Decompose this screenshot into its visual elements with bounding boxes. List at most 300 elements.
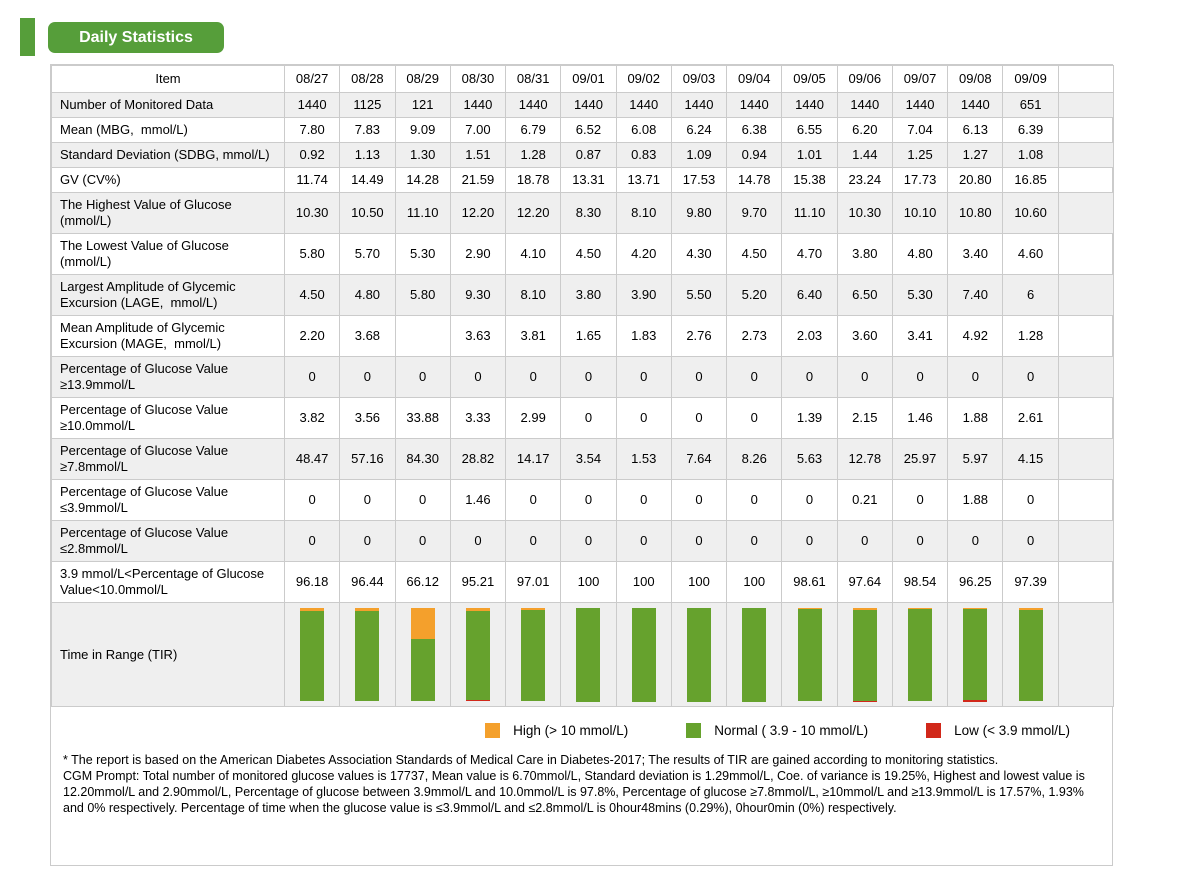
- tir-bar-cell: [782, 603, 837, 707]
- value-cell: 97.64: [837, 562, 892, 603]
- value-cell: 10.80: [948, 193, 1003, 234]
- value-cell: 3.80: [561, 275, 616, 316]
- value-cell: 1440: [782, 93, 837, 118]
- value-cell: 2.76: [671, 316, 726, 357]
- value-cell: 0: [506, 480, 561, 521]
- tir-stacked-bar: [521, 608, 545, 702]
- value-cell: 0.83: [616, 143, 671, 168]
- tir-bar-cell: [561, 603, 616, 707]
- value-cell: 100: [561, 562, 616, 603]
- value-cell: 11.74: [285, 168, 340, 193]
- value-cell: 18.78: [506, 168, 561, 193]
- tir-bar-cell: [671, 603, 726, 707]
- tir-bar-cell: [506, 603, 561, 707]
- value-cell: 1.39: [782, 398, 837, 439]
- value-cell: 10.50: [340, 193, 395, 234]
- date-column-header: 09/03: [671, 66, 726, 93]
- value-cell: 5.80: [395, 275, 450, 316]
- legend-label: Normal ( 3.9 - 10 mmol/L): [714, 723, 869, 738]
- value-cell: 5.80: [285, 234, 340, 275]
- value-cell: 6.39: [1003, 118, 1058, 143]
- value-cell: 10.10: [892, 193, 947, 234]
- value-cell: 0: [1003, 480, 1058, 521]
- value-cell: 13.71: [616, 168, 671, 193]
- date-column-header: 09/06: [837, 66, 892, 93]
- value-cell: 0: [616, 521, 671, 562]
- date-column-header: 08/27: [285, 66, 340, 93]
- tir-bar-segment: [300, 611, 324, 701]
- value-cell: 6: [1003, 275, 1058, 316]
- tir-bar-segment: [632, 608, 656, 702]
- value-cell: 2.73: [727, 316, 782, 357]
- tir-bar-cell: [948, 603, 1003, 707]
- date-column-header: 09/04: [727, 66, 782, 93]
- value-cell: 0: [561, 357, 616, 398]
- tir-bar-segment: [742, 608, 766, 702]
- value-cell: 14.17: [506, 439, 561, 480]
- value-cell: 11.10: [782, 193, 837, 234]
- blank-cell: [1058, 480, 1113, 521]
- value-cell: 1440: [450, 93, 505, 118]
- value-cell: 0: [671, 357, 726, 398]
- row-label: The Lowest Value of Glucose (mmol/L): [52, 234, 285, 275]
- report-footnote: [51, 742, 1112, 816]
- value-cell: 0: [727, 357, 782, 398]
- value-cell: 8.30: [561, 193, 616, 234]
- value-cell: 14.28: [395, 168, 450, 193]
- value-cell: 3.41: [892, 316, 947, 357]
- tir-bar-segment: [853, 610, 877, 702]
- blank-cell: [1058, 93, 1113, 118]
- value-cell: 0: [782, 480, 837, 521]
- value-cell: 7.83: [340, 118, 395, 143]
- value-cell: 100: [727, 562, 782, 603]
- tir-bar-segment: [521, 610, 545, 701]
- value-cell: 10.30: [837, 193, 892, 234]
- value-cell: 2.90: [450, 234, 505, 275]
- value-cell: 0.94: [727, 143, 782, 168]
- value-cell: 1.46: [892, 398, 947, 439]
- value-cell: 7.64: [671, 439, 726, 480]
- value-cell: 1.27: [948, 143, 1003, 168]
- blank-cell: [1058, 562, 1113, 603]
- value-cell: 0: [616, 398, 671, 439]
- row-label: The Highest Value of Glucose (mmol/L): [52, 193, 285, 234]
- legend-swatch: [485, 723, 500, 738]
- date-column-header: 08/28: [340, 66, 395, 93]
- value-cell: 3.33: [450, 398, 505, 439]
- value-cell: 12.20: [450, 193, 505, 234]
- value-cell: 97.39: [1003, 562, 1058, 603]
- value-cell: 48.47: [285, 439, 340, 480]
- value-cell: 5.20: [727, 275, 782, 316]
- value-cell: 6.55: [782, 118, 837, 143]
- daily-statistics-table: [51, 65, 1114, 707]
- table-row: [52, 118, 1114, 143]
- value-cell: 1440: [561, 93, 616, 118]
- tir-bar-segment: [411, 639, 435, 701]
- value-cell: 10.60: [1003, 193, 1058, 234]
- value-cell: 21.59: [450, 168, 505, 193]
- value-cell: 2.15: [837, 398, 892, 439]
- date-column-header: 09/09: [1003, 66, 1058, 93]
- value-cell: 0: [285, 521, 340, 562]
- value-cell: 100: [616, 562, 671, 603]
- value-cell: 23.24: [837, 168, 892, 193]
- date-column-header: 08/29: [395, 66, 450, 93]
- footnote-line-2: CGM Prompt: Total number of monitored glucose values is 17737, Mean value is 6.70mmol/L, Standard deviation is 1.29mmol/L, Coe. of variance is 19.25%, Highest and lowest value is 12.20mmol/L and 2.90mmol/L, Percentage of glucose between 3.9mmol/L and 10.0mmol/L is 97.8%, Percentage of glucose ≥7.8mmol/L, ≥10mmol/L and ≥13.9mmol/L is 17.57%, 1.93% and 0% respectively. Percentage of time when the glucose value is ≤3.9mmol/L and ≤2.8mmol/L is 0hour48mins (0.29%), 0hour0min (0%) respectively.: [63, 769, 1085, 815]
- value-cell: 1.28: [1003, 316, 1058, 357]
- value-cell: 7.80: [285, 118, 340, 143]
- value-cell: 14.78: [727, 168, 782, 193]
- tir-bar-segment: [687, 608, 711, 702]
- blank-cell: [1058, 275, 1113, 316]
- value-cell: 25.97: [892, 439, 947, 480]
- value-cell: 0: [506, 357, 561, 398]
- value-cell: 0: [671, 480, 726, 521]
- row-label: Percentage of Glucose Value ≥13.9mmol/L: [52, 357, 285, 398]
- value-cell: 0: [450, 357, 505, 398]
- table-row: [52, 480, 1114, 521]
- tir-bar-cell: [395, 603, 450, 707]
- row-label: Mean Amplitude of Glycemic Excursion (MAGE, mmol/L): [52, 316, 285, 357]
- green-accent-bar: [20, 18, 35, 56]
- value-cell: 0: [892, 521, 947, 562]
- value-cell: 5.70: [340, 234, 395, 275]
- tir-legend: [51, 707, 1112, 742]
- row-label: Standard Deviation (SDBG, mmol/L): [52, 143, 285, 168]
- tir-bar-cell: [340, 603, 395, 707]
- value-cell: 6.24: [671, 118, 726, 143]
- daily-statistics-panel: [50, 64, 1113, 866]
- value-cell: 0: [727, 398, 782, 439]
- value-cell: 0: [892, 357, 947, 398]
- value-cell: 0: [782, 357, 837, 398]
- tir-bar-segment: [963, 700, 987, 702]
- value-cell: 8.26: [727, 439, 782, 480]
- value-cell: 57.16: [340, 439, 395, 480]
- tir-bar-cell: [1003, 603, 1058, 707]
- value-cell: 5.30: [395, 234, 450, 275]
- value-cell: 100: [671, 562, 726, 603]
- value-cell: 1440: [285, 93, 340, 118]
- value-cell: 3.40: [948, 234, 1003, 275]
- value-cell: 7.04: [892, 118, 947, 143]
- tir-stacked-bar: [687, 608, 711, 702]
- value-cell: 17.53: [671, 168, 726, 193]
- value-cell: 3.60: [837, 316, 892, 357]
- value-cell: 0: [727, 480, 782, 521]
- blank-cell: [1058, 439, 1113, 480]
- value-cell: 0: [450, 521, 505, 562]
- value-cell: 8.10: [506, 275, 561, 316]
- value-cell: 1440: [671, 93, 726, 118]
- blank-cell: [1058, 357, 1113, 398]
- value-cell: 66.12: [395, 562, 450, 603]
- value-cell: 6.13: [948, 118, 1003, 143]
- table-row: [52, 521, 1114, 562]
- value-cell: 0: [1003, 521, 1058, 562]
- value-cell: 6.52: [561, 118, 616, 143]
- value-cell: 1.88: [948, 480, 1003, 521]
- table-row: [52, 316, 1114, 357]
- blank-cell: [1058, 193, 1113, 234]
- row-label: Percentage of Glucose Value ≤3.9mmol/L: [52, 480, 285, 521]
- tir-stacked-bar: [576, 608, 600, 702]
- value-cell: 0: [616, 480, 671, 521]
- tir-bar-cell: [616, 603, 671, 707]
- value-cell: 12.78: [837, 439, 892, 480]
- report-title-row: [20, 18, 224, 56]
- value-cell: 98.54: [892, 562, 947, 603]
- value-cell: 1440: [837, 93, 892, 118]
- value-cell: 3.68: [340, 316, 395, 357]
- value-cell: 9.80: [671, 193, 726, 234]
- value-cell: 4.60: [1003, 234, 1058, 275]
- row-label: Percentage of Glucose Value ≥7.8mmol/L: [52, 439, 285, 480]
- tir-stacked-bar: [963, 608, 987, 702]
- tir-bar-segment: [466, 700, 490, 701]
- value-cell: 1.09: [671, 143, 726, 168]
- value-cell: 33.88: [395, 398, 450, 439]
- value-cell: 1440: [616, 93, 671, 118]
- tir-bar-segment: [411, 608, 435, 640]
- value-cell: 1.30: [395, 143, 450, 168]
- value-cell: 10.30: [285, 193, 340, 234]
- tir-stacked-bar: [466, 608, 490, 702]
- value-cell: 11.10: [395, 193, 450, 234]
- value-cell: 1.44: [837, 143, 892, 168]
- value-cell: 0: [727, 521, 782, 562]
- value-cell: 1.01: [782, 143, 837, 168]
- row-label: Largest Amplitude of Glycemic Excursion (LAGE, mmol/L): [52, 275, 285, 316]
- value-cell: 4.30: [671, 234, 726, 275]
- value-cell: 1.28: [506, 143, 561, 168]
- value-cell: 96.18: [285, 562, 340, 603]
- value-cell: 1.53: [616, 439, 671, 480]
- value-cell: [395, 316, 450, 357]
- table-row: [52, 93, 1114, 118]
- row-label: Number of Monitored Data: [52, 93, 285, 118]
- value-cell: 5.97: [948, 439, 1003, 480]
- value-cell: 2.61: [1003, 398, 1058, 439]
- value-cell: 9.09: [395, 118, 450, 143]
- value-cell: 1440: [892, 93, 947, 118]
- tir-bar-segment: [355, 611, 379, 702]
- date-column-header: 09/02: [616, 66, 671, 93]
- tir-bar-segment: [1019, 610, 1043, 702]
- table-row: [52, 143, 1114, 168]
- table-row: [52, 168, 1114, 193]
- value-cell: 4.10: [506, 234, 561, 275]
- table-row: [52, 398, 1114, 439]
- value-cell: 1.08: [1003, 143, 1058, 168]
- value-cell: 16.85: [1003, 168, 1058, 193]
- value-cell: 17.73: [892, 168, 947, 193]
- value-cell: 4.80: [340, 275, 395, 316]
- blank-cell: [1058, 603, 1113, 707]
- blank-cell: [1058, 234, 1113, 275]
- value-cell: 14.49: [340, 168, 395, 193]
- value-cell: 5.30: [892, 275, 947, 316]
- value-cell: 0: [340, 480, 395, 521]
- table-row: [52, 275, 1114, 316]
- tir-stacked-bar: [411, 608, 435, 702]
- value-cell: 0: [837, 357, 892, 398]
- tir-row-label: Time in Range (TIR): [52, 603, 285, 707]
- value-cell: 0: [948, 521, 1003, 562]
- value-cell: 0: [671, 398, 726, 439]
- value-cell: 1.65: [561, 316, 616, 357]
- value-cell: 4.50: [727, 234, 782, 275]
- value-cell: 0: [340, 357, 395, 398]
- value-cell: 0: [1003, 357, 1058, 398]
- value-cell: 1125: [340, 93, 395, 118]
- value-cell: 2.03: [782, 316, 837, 357]
- value-cell: 5.63: [782, 439, 837, 480]
- value-cell: 0: [561, 398, 616, 439]
- value-cell: 3.81: [506, 316, 561, 357]
- value-cell: 0.92: [285, 143, 340, 168]
- value-cell: 0: [506, 521, 561, 562]
- tir-bar-cell: [837, 603, 892, 707]
- legend-item: [686, 723, 868, 738]
- tir-bar-segment: [576, 608, 600, 702]
- value-cell: 0: [561, 521, 616, 562]
- value-cell: 1440: [948, 93, 1003, 118]
- date-column-header: 08/31: [506, 66, 561, 93]
- value-cell: 651: [1003, 93, 1058, 118]
- value-cell: 1440: [727, 93, 782, 118]
- value-cell: 96.25: [948, 562, 1003, 603]
- value-cell: 9.30: [450, 275, 505, 316]
- item-column-header: Item: [52, 66, 285, 93]
- value-cell: 4.50: [561, 234, 616, 275]
- value-cell: 4.50: [285, 275, 340, 316]
- value-cell: 84.30: [395, 439, 450, 480]
- tir-bar-segment: [908, 609, 932, 702]
- value-cell: 0: [395, 480, 450, 521]
- table-row: [52, 439, 1114, 480]
- value-cell: 3.54: [561, 439, 616, 480]
- value-cell: 3.80: [837, 234, 892, 275]
- legend-item: [926, 723, 1070, 738]
- tir-bar-segment: [466, 611, 490, 700]
- value-cell: 4.92: [948, 316, 1003, 357]
- row-label: 3.9 mmol/L<Percentage of Glucose Value<10.0mmol/L: [52, 562, 285, 603]
- date-column-header: 09/08: [948, 66, 1003, 93]
- value-cell: 0: [892, 480, 947, 521]
- value-cell: 0.87: [561, 143, 616, 168]
- value-cell: 121: [395, 93, 450, 118]
- row-label: Mean (MBG, mmol/L): [52, 118, 285, 143]
- value-cell: 97.01: [506, 562, 561, 603]
- value-cell: 0: [285, 480, 340, 521]
- value-cell: 4.15: [1003, 439, 1058, 480]
- value-cell: 3.56: [340, 398, 395, 439]
- value-cell: 96.44: [340, 562, 395, 603]
- value-cell: 0: [395, 357, 450, 398]
- row-label: GV (CV%): [52, 168, 285, 193]
- table-row: [52, 193, 1114, 234]
- value-cell: 0: [340, 521, 395, 562]
- blank-cell: [1058, 118, 1113, 143]
- blank-cell: [1058, 143, 1113, 168]
- tir-bar-cell: [892, 603, 947, 707]
- value-cell: 7.40: [948, 275, 1003, 316]
- legend-label: High (> 10 mmol/L): [513, 723, 629, 738]
- value-cell: 28.82: [450, 439, 505, 480]
- value-cell: 7.00: [450, 118, 505, 143]
- blank-cell: [1058, 316, 1113, 357]
- value-cell: 98.61: [782, 562, 837, 603]
- tir-stacked-bar: [1019, 608, 1043, 702]
- value-cell: 0: [616, 357, 671, 398]
- date-column-header: 09/07: [892, 66, 947, 93]
- legend-swatch: [686, 723, 701, 738]
- value-cell: 0.21: [837, 480, 892, 521]
- value-cell: 5.50: [671, 275, 726, 316]
- tir-stacked-bar: [300, 608, 324, 702]
- value-cell: 2.99: [506, 398, 561, 439]
- date-column-header: 09/01: [561, 66, 616, 93]
- table-header-row: [52, 66, 1114, 93]
- value-cell: 0: [671, 521, 726, 562]
- row-label: Percentage of Glucose Value ≤2.8mmol/L: [52, 521, 285, 562]
- value-cell: 1.88: [948, 398, 1003, 439]
- footnote-line-1: * The report is based on the American Diabetes Association Standards of Medical Care in Diabetes-2017; The results of TIR are gained according to monitoring statistics.: [63, 753, 999, 767]
- value-cell: 1.51: [450, 143, 505, 168]
- blank-column-header: [1058, 66, 1113, 93]
- date-column-header: 08/30: [450, 66, 505, 93]
- tir-stacked-bar: [908, 608, 932, 702]
- legend-swatch: [926, 723, 941, 738]
- value-cell: 3.63: [450, 316, 505, 357]
- value-cell: 1440: [506, 93, 561, 118]
- value-cell: 95.21: [450, 562, 505, 603]
- date-column-header: 09/05: [782, 66, 837, 93]
- value-cell: 4.80: [892, 234, 947, 275]
- legend-label: Low (< 3.9 mmol/L): [954, 723, 1070, 738]
- value-cell: 3.90: [616, 275, 671, 316]
- tir-stacked-bar: [798, 608, 822, 702]
- table-row: [52, 234, 1114, 275]
- value-cell: 1.25: [892, 143, 947, 168]
- value-cell: 8.10: [616, 193, 671, 234]
- value-cell: 6.08: [616, 118, 671, 143]
- tir-stacked-bar: [355, 608, 379, 702]
- legend-item: [485, 723, 628, 738]
- page-title: Daily Statistics: [48, 22, 224, 53]
- tir-bar-segment: [798, 609, 822, 702]
- value-cell: 6.20: [837, 118, 892, 143]
- tir-bar-cell: [727, 603, 782, 707]
- value-cell: 1.13: [340, 143, 395, 168]
- value-cell: 4.20: [616, 234, 671, 275]
- value-cell: 6.79: [506, 118, 561, 143]
- blank-cell: [1058, 521, 1113, 562]
- tir-stacked-bar: [853, 608, 877, 702]
- table-row: [52, 562, 1114, 603]
- value-cell: 3.82: [285, 398, 340, 439]
- value-cell: 4.70: [782, 234, 837, 275]
- value-cell: 0: [782, 521, 837, 562]
- value-cell: 0: [948, 357, 1003, 398]
- value-cell: 6.50: [837, 275, 892, 316]
- value-cell: 0: [395, 521, 450, 562]
- tir-bar-cell: [450, 603, 505, 707]
- value-cell: 1.46: [450, 480, 505, 521]
